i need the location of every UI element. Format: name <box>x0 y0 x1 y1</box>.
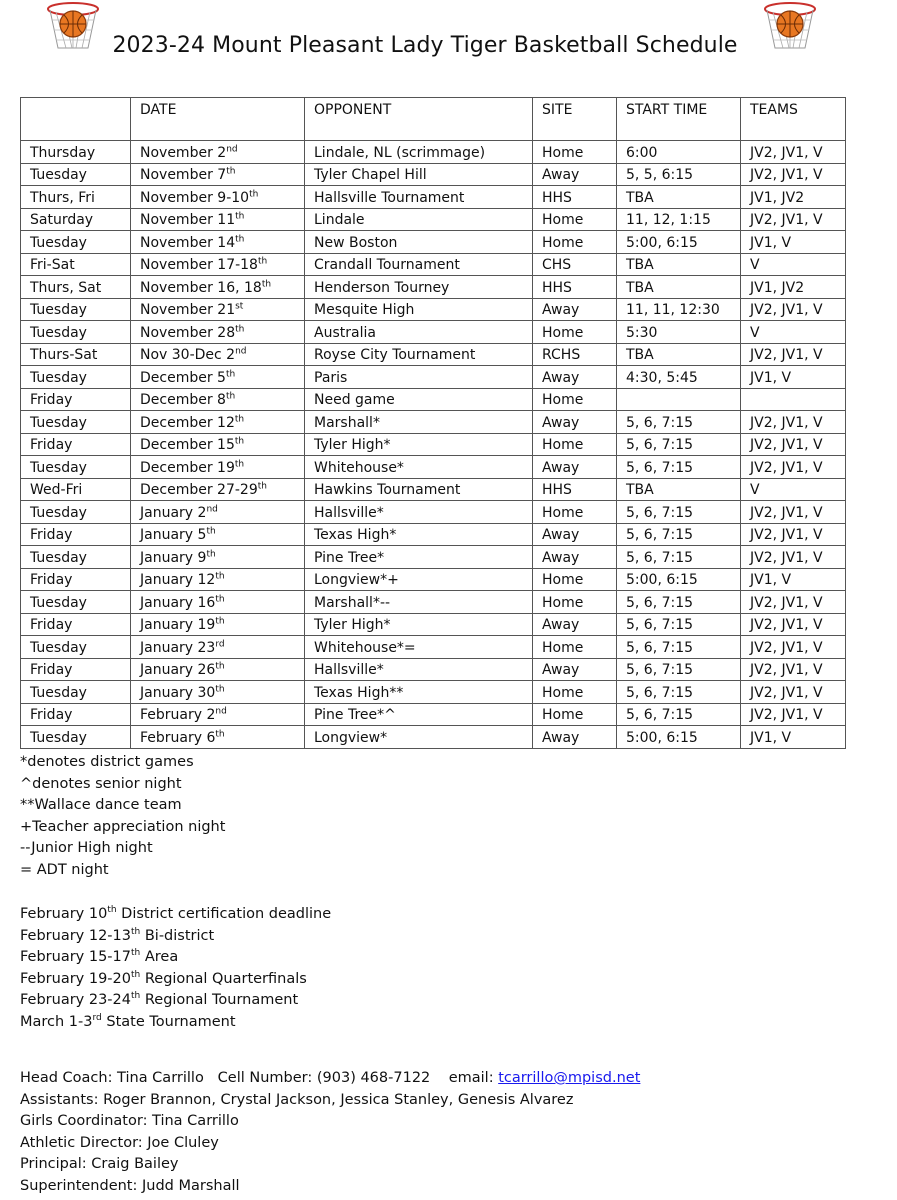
teams-cell: JV2, JV1, V <box>741 208 846 231</box>
column-header: SITE <box>533 98 617 141</box>
day-cell: Tuesday <box>21 163 131 186</box>
date-ordinal: th <box>206 526 216 537</box>
date-ordinal: th <box>206 548 216 559</box>
date-cell <box>131 726 305 749</box>
date-cell <box>131 703 305 726</box>
date-cell <box>131 613 305 636</box>
athletic-director: Athletic Director: Joe Cluley <box>20 1134 219 1151</box>
date-cell <box>131 658 305 681</box>
start-time-cell: 5:00, 6:15 <box>617 568 741 591</box>
opponent-cell: Australia <box>305 321 533 344</box>
date-ordinal: th <box>235 233 245 244</box>
date-cell <box>131 343 305 366</box>
site-cell: Home <box>533 141 617 164</box>
opponent-cell: Pine Tree*^ <box>305 703 533 726</box>
legend-item: +Teacher appreciation night <box>20 818 226 835</box>
date-ordinal: th <box>234 413 245 424</box>
date-text: November 14 <box>140 234 236 251</box>
playoff-item <box>20 1012 331 1034</box>
table-row <box>21 186 846 209</box>
date-ordinal: th <box>249 188 259 199</box>
playoff-event: Regional Quarterfinals <box>140 970 307 987</box>
playoff-date: March 1-3 <box>20 1013 93 1030</box>
day-cell: Friday <box>21 658 131 681</box>
day-cell: Tuesday <box>21 591 131 614</box>
teams-cell: JV2, JV1, V <box>741 433 846 456</box>
legend-item: **Wallace dance team <box>20 797 182 814</box>
start-time-cell: TBA <box>617 276 741 299</box>
site-cell: HHS <box>533 478 617 501</box>
day-cell: Friday <box>21 613 131 636</box>
teams-cell: JV2, JV1, V <box>741 613 846 636</box>
date-text: Nov 30-Dec 2 <box>140 347 236 363</box>
start-time-cell: 4:30, 5:45 <box>617 366 741 389</box>
date-cell <box>131 411 305 434</box>
date-ordinal: th <box>215 683 225 694</box>
legend-item: --Junior High night <box>20 840 153 857</box>
table-row <box>21 636 846 659</box>
table-row <box>21 456 846 479</box>
day-cell: Friday <box>21 523 131 546</box>
teams-cell: JV2, JV1, V <box>741 163 846 186</box>
opponent-cell: Tyler High* <box>305 613 533 636</box>
table-row <box>21 163 846 186</box>
opponent-cell: Texas High* <box>305 523 533 546</box>
opponent-cell: Whitehouse*= <box>305 636 533 659</box>
date-ordinal: th <box>234 436 245 447</box>
start-time-cell: 5, 6, 7:15 <box>617 456 741 479</box>
table-row <box>21 276 846 299</box>
date-cell <box>131 591 305 614</box>
girls-coordinator: Girls Coordinator: Tina Carrillo <box>20 1113 239 1130</box>
table-row <box>21 208 846 231</box>
playoff-item <box>20 947 331 969</box>
teams-cell: JV1, V <box>741 726 846 749</box>
date-ordinal: th <box>215 593 225 604</box>
teams-cell: JV1, JV2 <box>741 186 846 209</box>
start-time-cell: 5, 6, 7:15 <box>617 703 741 726</box>
date-text: November 2 <box>140 144 227 161</box>
date-ordinal: th <box>225 391 236 402</box>
teams-cell: JV2, JV1, V <box>741 681 846 704</box>
day-cell: Thurs, Sat <box>21 276 131 299</box>
date-text: December 8 <box>140 392 226 408</box>
site-cell: Home <box>533 231 617 254</box>
day-cell: Tuesday <box>21 726 131 749</box>
site-cell: Away <box>533 298 617 321</box>
table-row <box>21 546 846 569</box>
playoff-event: District certification deadline <box>116 906 332 922</box>
teams-cell: JV2, JV1, V <box>741 658 846 681</box>
start-time-cell: 5, 6, 7:15 <box>617 613 741 636</box>
opponent-cell: New Boston <box>305 231 533 254</box>
start-time-cell: 5, 6, 7:15 <box>617 411 741 434</box>
date-text: January 9 <box>140 549 207 566</box>
column-header: DATE <box>131 98 305 141</box>
teams-cell: JV1, V <box>741 366 846 389</box>
table-row <box>21 478 846 501</box>
date-ordinal: nd <box>215 706 227 717</box>
start-time-cell: TBA <box>617 343 741 366</box>
date-text: November 9-10 <box>140 189 250 206</box>
teams-cell: JV2, JV1, V <box>741 591 846 614</box>
site-cell: Away <box>533 163 617 186</box>
playoff-event: Area <box>140 949 179 966</box>
column-header: START TIME <box>617 98 741 141</box>
opponent-cell: Texas High** <box>305 681 533 704</box>
start-time-cell: 5, 6, 7:15 <box>617 591 741 614</box>
principal: Principal: Craig Bailey <box>20 1156 179 1173</box>
teams-cell: JV1, JV2 <box>741 276 846 299</box>
cell-number: Cell Number: (903) 468-7122 <box>217 1070 431 1086</box>
date-cell <box>131 298 305 321</box>
table-row <box>21 726 846 749</box>
date-cell <box>131 253 305 276</box>
table-row <box>21 321 846 344</box>
date-text: January 2 <box>140 504 207 521</box>
date-ordinal: th <box>226 166 236 177</box>
table-row <box>21 366 846 389</box>
day-cell: Thurs-Sat <box>21 343 131 366</box>
date-ordinal: nd <box>206 503 218 514</box>
table-row <box>21 298 846 321</box>
site-cell: Home <box>533 591 617 614</box>
opponent-cell: Hallsville* <box>305 501 533 524</box>
site-cell: HHS <box>533 276 617 299</box>
date-cell <box>131 366 305 389</box>
day-cell: Tuesday <box>21 681 131 704</box>
date-cell <box>131 546 305 569</box>
date-cell <box>131 141 305 164</box>
date-ordinal: th <box>257 256 268 267</box>
column-header: TEAMS <box>741 98 846 141</box>
teams-cell: JV2, JV1, V <box>741 411 846 434</box>
playoff-item <box>20 990 331 1012</box>
table-row <box>21 591 846 614</box>
date-cell <box>131 276 305 299</box>
date-ordinal: th <box>235 323 245 334</box>
opponent-cell: Marshall* <box>305 411 533 434</box>
date-text: January 26 <box>140 662 216 678</box>
date-cell <box>131 163 305 186</box>
start-time-cell: TBA <box>617 186 741 209</box>
table-row <box>21 523 846 546</box>
teams-cell: JV2, JV1, V <box>741 501 846 524</box>
opponent-cell: Tyler High* <box>305 433 533 456</box>
teams-cell: JV2, JV1, V <box>741 636 846 659</box>
playoff-dates <box>20 904 331 1034</box>
day-cell: Friday <box>21 568 131 591</box>
start-time-cell: TBA <box>617 478 741 501</box>
date-text: January 19 <box>140 617 216 633</box>
site-cell: Away <box>533 546 617 569</box>
page-title: 2023-24 Mount Pleasant Lady Tiger Basketball Schedule <box>112 33 738 58</box>
opponent-cell: Hallsville Tournament <box>305 186 533 209</box>
date-cell <box>131 433 305 456</box>
table-row <box>21 433 846 456</box>
start-time-cell: 11, 11, 12:30 <box>617 298 741 321</box>
table-row <box>21 343 846 366</box>
table-row <box>21 613 846 636</box>
site-cell: Home <box>533 703 617 726</box>
start-time-cell: 11, 12, 1:15 <box>617 208 741 231</box>
day-cell: Saturday <box>21 208 131 231</box>
table-row <box>21 253 846 276</box>
start-time-cell: 5, 6, 7:15 <box>617 546 741 569</box>
start-time-cell: 5, 6, 7:15 <box>617 523 741 546</box>
date-cell <box>131 501 305 524</box>
site-cell: Home <box>533 321 617 344</box>
day-cell: Tuesday <box>21 501 131 524</box>
playoff-item <box>20 904 331 926</box>
start-time-cell: 5, 6, 7:15 <box>617 636 741 659</box>
date-ordinal: rd <box>215 638 225 649</box>
head-coach: Head Coach: Tina Carrillo <box>20 1070 204 1086</box>
date-ordinal: th <box>215 661 225 672</box>
date-cell <box>131 388 305 411</box>
opponent-cell: Hallsville* <box>305 658 533 681</box>
teams-cell: JV1, V <box>741 231 846 254</box>
day-cell: Tuesday <box>21 411 131 434</box>
date-cell <box>131 681 305 704</box>
site-cell: Away <box>533 411 617 434</box>
date-ordinal: nd <box>235 346 247 357</box>
site-cell: Away <box>533 658 617 681</box>
day-cell: Tuesday <box>21 321 131 344</box>
start-time-cell: 5:00, 6:15 <box>617 231 741 254</box>
playoff-event: Bi-district <box>140 927 215 944</box>
column-header <box>21 98 131 141</box>
playoff-event: State Tournament <box>101 1013 236 1030</box>
site-cell: Away <box>533 613 617 636</box>
date-text: November 16, 18 <box>140 279 262 296</box>
day-cell: Thursday <box>21 141 131 164</box>
head-coach-line <box>20 1068 640 1090</box>
day-cell: Tuesday <box>21 636 131 659</box>
teams-cell: JV2, JV1, V <box>741 523 846 546</box>
site-cell: HHS <box>533 186 617 209</box>
opponent-cell: Lindale <box>305 208 533 231</box>
date-text: January 16 <box>140 594 216 611</box>
date-text: January 23 <box>140 639 216 656</box>
legend-item: ^denotes senior night <box>20 775 182 792</box>
day-cell: Tuesday <box>21 298 131 321</box>
teams-cell: JV2, JV1, V <box>741 456 846 479</box>
start-time-cell: 5:00, 6:15 <box>617 726 741 749</box>
opponent-cell: Longview* <box>305 726 533 749</box>
playoff-date: February 15-17 <box>20 949 131 966</box>
start-time-cell: 5, 6, 7:15 <box>617 658 741 681</box>
email-label: email: <box>448 1070 499 1086</box>
date-text: November 21 <box>140 302 236 318</box>
legend-notes <box>20 752 225 882</box>
date-cell <box>131 568 305 591</box>
site-cell: Home <box>533 388 617 411</box>
teams-cell: JV2, JV1, V <box>741 703 846 726</box>
opponent-cell: Lindale, NL (scrimmage) <box>305 141 533 164</box>
playoff-ordinal: rd <box>92 1013 102 1024</box>
playoff-ordinal: th <box>131 926 141 937</box>
date-ordinal: th <box>257 481 267 492</box>
teams-cell: V <box>741 478 846 501</box>
date-ordinal: th <box>215 728 225 739</box>
day-cell: Friday <box>21 388 131 411</box>
date-ordinal: th <box>235 211 245 222</box>
table-row <box>21 501 846 524</box>
start-time-cell: TBA <box>617 253 741 276</box>
site-cell: Away <box>533 523 617 546</box>
date-text: December 5 <box>140 369 226 386</box>
table-row <box>21 411 846 434</box>
opponent-cell: Marshall*-- <box>305 591 533 614</box>
table-row <box>21 658 846 681</box>
day-cell: Tuesday <box>21 366 131 389</box>
site-cell: Home <box>533 636 617 659</box>
playoff-ordinal: th <box>131 991 141 1002</box>
playoff-date: February 10 <box>20 906 108 922</box>
site-cell: RCHS <box>533 343 617 366</box>
opponent-cell: Mesquite High <box>305 298 533 321</box>
playoff-ordinal: th <box>131 948 141 959</box>
opponent-cell: Tyler Chapel Hill <box>305 163 533 186</box>
date-text: January 30 <box>140 684 216 701</box>
teams-cell: V <box>741 321 846 344</box>
date-text: November 11 <box>140 212 236 228</box>
date-text: February 6 <box>140 729 216 746</box>
column-header: OPPONENT <box>305 98 533 141</box>
site-cell: Away <box>533 456 617 479</box>
date-text: December 27-29 <box>140 482 258 498</box>
playoff-item <box>20 926 331 948</box>
date-text: February 2 <box>140 707 216 723</box>
teams-cell: JV1, V <box>741 568 846 591</box>
legend-item: *denotes district games <box>20 754 194 770</box>
start-time-cell <box>617 388 741 411</box>
day-cell: Fri-Sat <box>21 253 131 276</box>
opponent-cell: Crandall Tournament <box>305 253 533 276</box>
start-time-cell: 5, 6, 7:15 <box>617 681 741 704</box>
date-text: December 15 <box>140 437 235 453</box>
table-row <box>21 141 846 164</box>
day-cell: Thurs, Fri <box>21 186 131 209</box>
date-ordinal: st <box>235 301 244 312</box>
date-ordinal: th <box>234 458 245 469</box>
playoff-event: Regional Tournament <box>140 992 299 1009</box>
opponent-cell: Pine Tree* <box>305 546 533 569</box>
table-header-row <box>21 98 846 141</box>
day-cell: Tuesday <box>21 546 131 569</box>
day-cell: Tuesday <box>21 456 131 479</box>
teams-cell <box>741 388 846 411</box>
date-ordinal: th <box>215 571 225 582</box>
table-row <box>21 568 846 591</box>
teams-cell: JV2, JV1, V <box>741 141 846 164</box>
playoff-date: February 12-13 <box>20 927 131 944</box>
teams-cell: JV2, JV1, V <box>741 343 846 366</box>
opponent-cell: Royse City Tournament <box>305 343 533 366</box>
teams-cell: JV2, JV1, V <box>741 546 846 569</box>
teams-cell: V <box>741 253 846 276</box>
date-text: January 12 <box>140 572 216 588</box>
date-cell <box>131 523 305 546</box>
date-cell <box>131 456 305 479</box>
superintendent: Superintendent: Judd Marshall <box>20 1177 240 1194</box>
site-cell: Home <box>533 568 617 591</box>
date-cell <box>131 186 305 209</box>
site-cell: CHS <box>533 253 617 276</box>
email-link[interactable]: tcarrillo@mpisd.net <box>498 1070 641 1086</box>
date-text: November 7 <box>140 167 227 183</box>
date-text: November 28 <box>140 324 236 341</box>
opponent-cell: Whitehouse* <box>305 456 533 479</box>
opponent-cell: Hawkins Tournament <box>305 478 533 501</box>
date-cell <box>131 208 305 231</box>
site-cell: Away <box>533 726 617 749</box>
date-ordinal: nd <box>226 143 238 154</box>
date-ordinal: th <box>215 616 225 627</box>
table-row <box>21 681 846 704</box>
start-time-cell: 5, 6, 7:15 <box>617 433 741 456</box>
site-cell: Home <box>533 681 617 704</box>
date-ordinal: th <box>225 368 236 379</box>
day-cell: Tuesday <box>21 231 131 254</box>
table-row <box>21 231 846 254</box>
site-cell: Away <box>533 366 617 389</box>
opponent-cell: Henderson Tourney <box>305 276 533 299</box>
start-time-cell: 5, 5, 6:15 <box>617 163 741 186</box>
start-time-cell: 5, 6, 7:15 <box>617 501 741 524</box>
date-text: December 12 <box>140 414 235 431</box>
playoff-date: February 19-20 <box>20 970 131 987</box>
day-cell: Wed-Fri <box>21 478 131 501</box>
date-text: November 17-18 <box>140 257 258 273</box>
site-cell: Home <box>533 433 617 456</box>
date-ordinal: th <box>261 278 272 289</box>
day-cell: Friday <box>21 433 131 456</box>
legend-item: = ADT night <box>20 861 109 878</box>
playoff-date: February 23-24 <box>20 992 131 1009</box>
site-cell: Home <box>533 501 617 524</box>
staff-contacts <box>20 1068 640 1198</box>
date-cell <box>131 636 305 659</box>
date-cell <box>131 321 305 344</box>
date-text: January 5 <box>140 527 207 543</box>
opponent-cell: Paris <box>305 366 533 389</box>
schedule-table <box>20 97 846 749</box>
date-cell <box>131 478 305 501</box>
opponent-cell: Longview*+ <box>305 568 533 591</box>
date-cell <box>131 231 305 254</box>
table-row <box>21 388 846 411</box>
opponent-cell: Need game <box>305 388 533 411</box>
table-row <box>21 703 846 726</box>
date-text: December 19 <box>140 459 235 476</box>
assistants: Assistants: Roger Brannon, Crystal Jackson, Jessica Stanley, Genesis Alvarez <box>20 1091 574 1108</box>
playoff-ordinal: th <box>107 905 117 916</box>
start-time-cell: 5:30 <box>617 321 741 344</box>
teams-cell: JV2, JV1, V <box>741 298 846 321</box>
playoff-ordinal: th <box>131 969 141 980</box>
site-cell: Home <box>533 208 617 231</box>
day-cell: Friday <box>21 703 131 726</box>
start-time-cell: 6:00 <box>617 141 741 164</box>
playoff-item <box>20 969 331 991</box>
